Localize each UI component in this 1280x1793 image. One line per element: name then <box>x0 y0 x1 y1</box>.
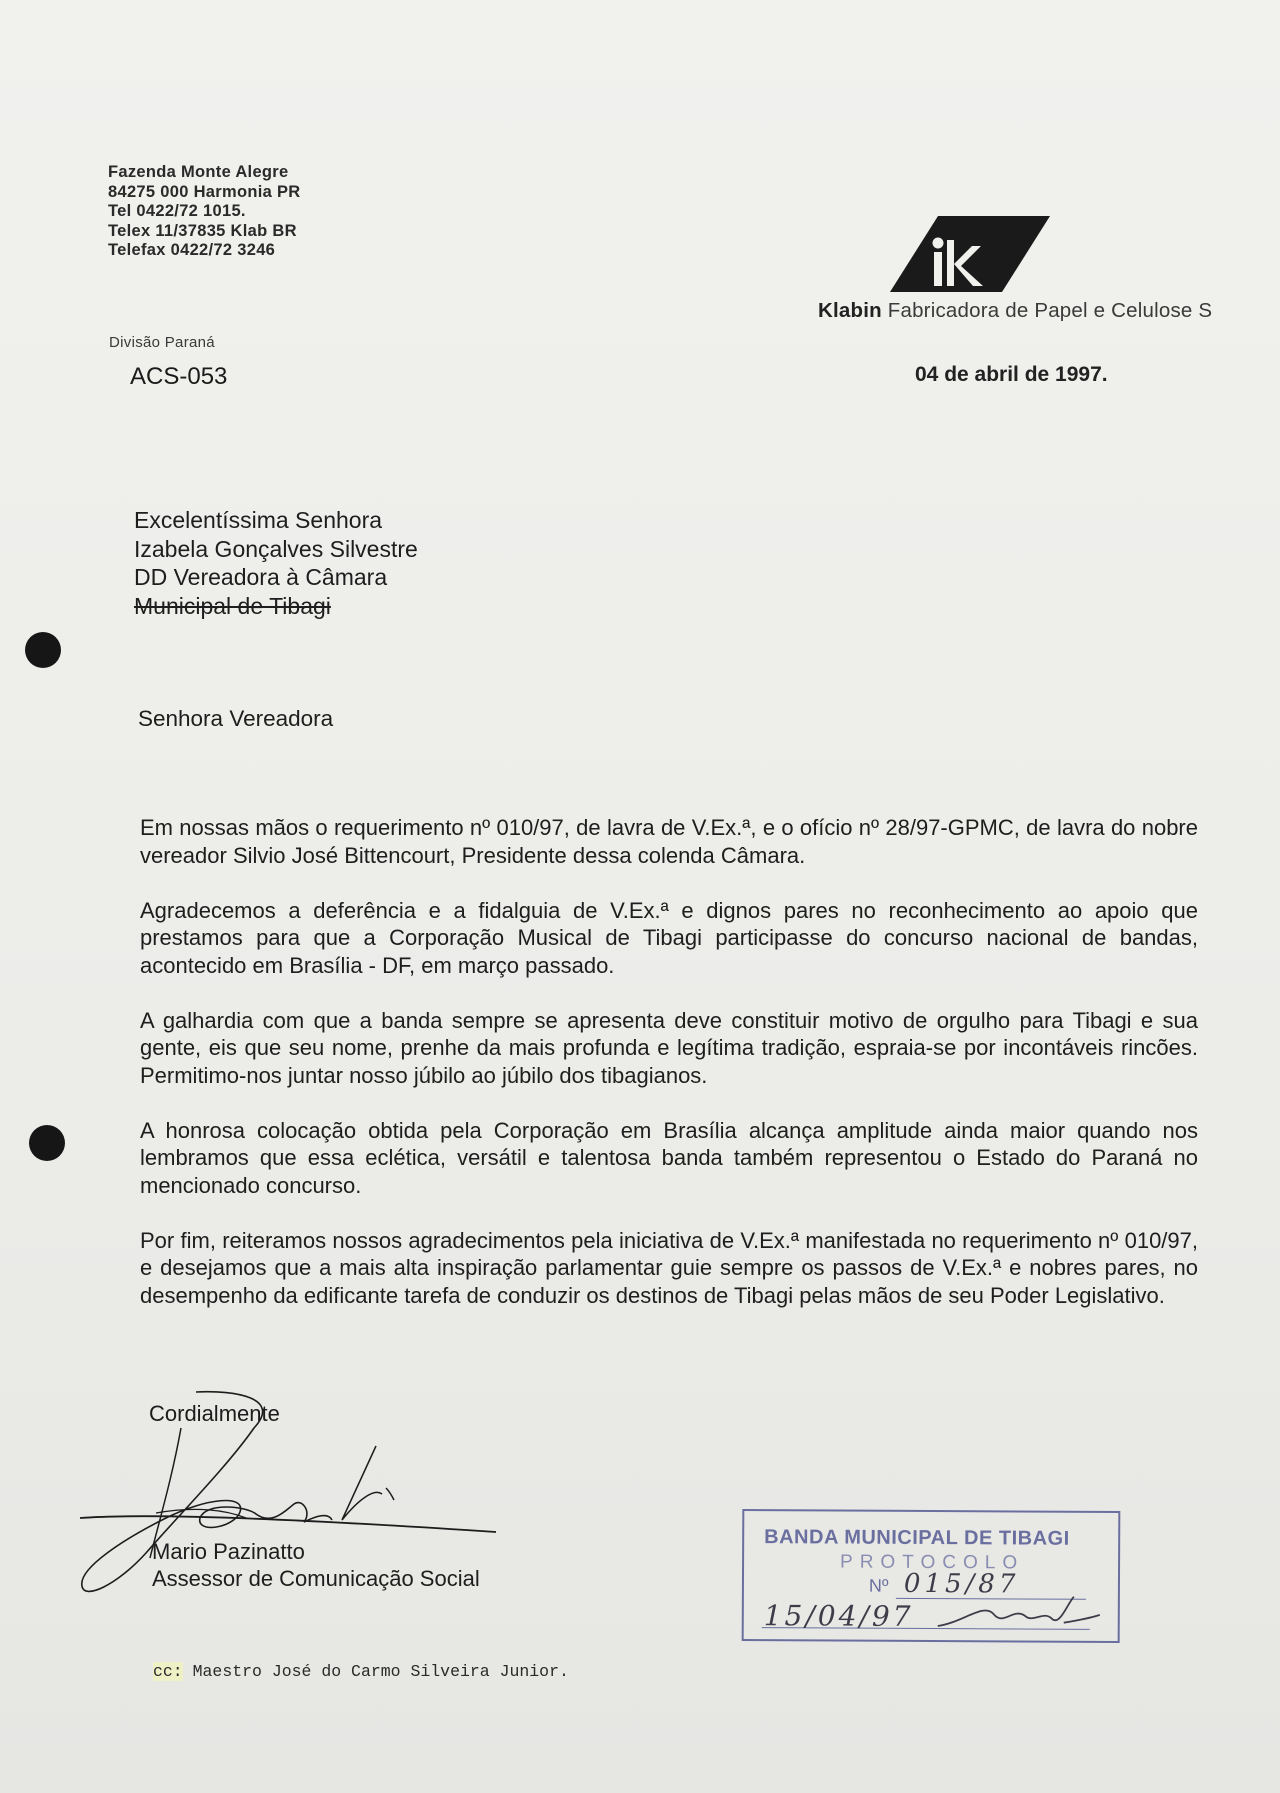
recipient-line: DD Vereadora à Câmara <box>134 564 388 590</box>
sender-line: Fazenda Monte Alegre <box>108 163 289 181</box>
salutation: Senhora Vereadora <box>138 706 334 731</box>
signer-block <box>152 1539 480 1592</box>
body-paragraph: A galhardia com que a banda sempre se apresenta deve constituir motivo de orgulho para Tibagi e sua gente, eis que seu nome, prenhe da mais profunda e legítima tradição, espraia-se por incontáveis rincões. Permitimo-nos juntar nosso júbilo ao júbilo dos tibagianos. <box>140 1007 1198 1088</box>
body-paragraph: A honrosa colocação obtida pela Corporação em Brasília alcança amplitude ainda maior quando nos lembramos que essa eclética, versátil e talentosa banda também representou o Estado do Paraná no mencionado concurso. <box>140 1117 1198 1198</box>
stamp-subtitle: PROTOCOLO <box>840 1551 1025 1574</box>
reference-number: ACS-053 <box>130 363 228 390</box>
sender-line: Telex 11/37835 Klab BR <box>108 221 297 240</box>
recipient-block <box>134 506 418 620</box>
recipient-line: Izabela Gonçalves Silvestre <box>134 535 418 562</box>
stamp-initials-scribble <box>934 1592 1104 1635</box>
cc-recipient: Maestro José do Carmo Silveira Junior. <box>192 1662 569 1681</box>
sender-address <box>108 163 301 261</box>
stamp-date: 15/04/97 <box>763 1599 914 1633</box>
signer-name: Mario Pazinatto <box>152 1539 305 1564</box>
punch-hole <box>29 1125 65 1161</box>
cc-label: cc: <box>153 1662 183 1681</box>
sender-line: Telefax 0422/72 3246 <box>108 241 276 259</box>
closing: Cordialmente <box>149 1401 280 1426</box>
letter-date: 04 de abril de 1997. <box>915 363 1108 386</box>
company-name <box>818 299 1212 323</box>
sender-line: 84275 000 Harmonia PR <box>108 182 301 201</box>
division-label: Divisão Paraná <box>109 334 215 351</box>
stamp-number-label: Nº <box>868 1575 889 1596</box>
body-paragraph: Em nossas mãos o requerimento nº 010/97, de lavra de V.Ex.ª, e o ofício nº 28/97-GPMC, de lavra do nobre vereador Silvio José Bittencourt, Presidente dessa colenda Câmara. <box>140 815 1198 868</box>
sender-line: Tel 0422/72 1015. <box>108 202 246 220</box>
punch-hole <box>25 632 61 668</box>
company-brand: Klabin <box>818 299 882 322</box>
protocol-stamp <box>742 1509 1121 1643</box>
stamp-number: 015/87 <box>903 1568 1020 1600</box>
body-paragraph: Por fim, reiteramos nossos agradecimentos pela iniciativa de V.Ex.ª manifestada no requerimento nº 010/97, e desejamos que a mais alta inspiração parlamentar guie sempre os passos de V.Ex.ª e nobres pares, no desempenho da edificante tarefa de conduzir os destinos de Tibagi pelas mãos de seu Poder Legislativo. <box>140 1227 1198 1308</box>
company-descriptor: Fabricadora de Papel e Celulose S <box>887 299 1213 322</box>
recipient-line: Municipal de Tibagi <box>134 592 331 619</box>
letter-body <box>140 814 1198 1337</box>
klabin-logo-icon <box>890 216 1050 292</box>
cc-line <box>153 1662 569 1681</box>
stamp-title: BANDA MUNICIPAL DE TIBAGI <box>764 1526 1070 1550</box>
body-paragraph: Agradecemos a deferência e a fidalguia de V.Ex.ª e dignos pares no reconhecimento ao apoio que prestamos para que a Corporação Musical de Tibagi participasse do concurso nacional de bandas, acontecido em Brasília - DF, em março passado. <box>140 897 1198 978</box>
signer-title: Assessor de Comunicação Social <box>152 1565 480 1591</box>
recipient-line: Excelentíssima Senhora <box>134 507 383 533</box>
